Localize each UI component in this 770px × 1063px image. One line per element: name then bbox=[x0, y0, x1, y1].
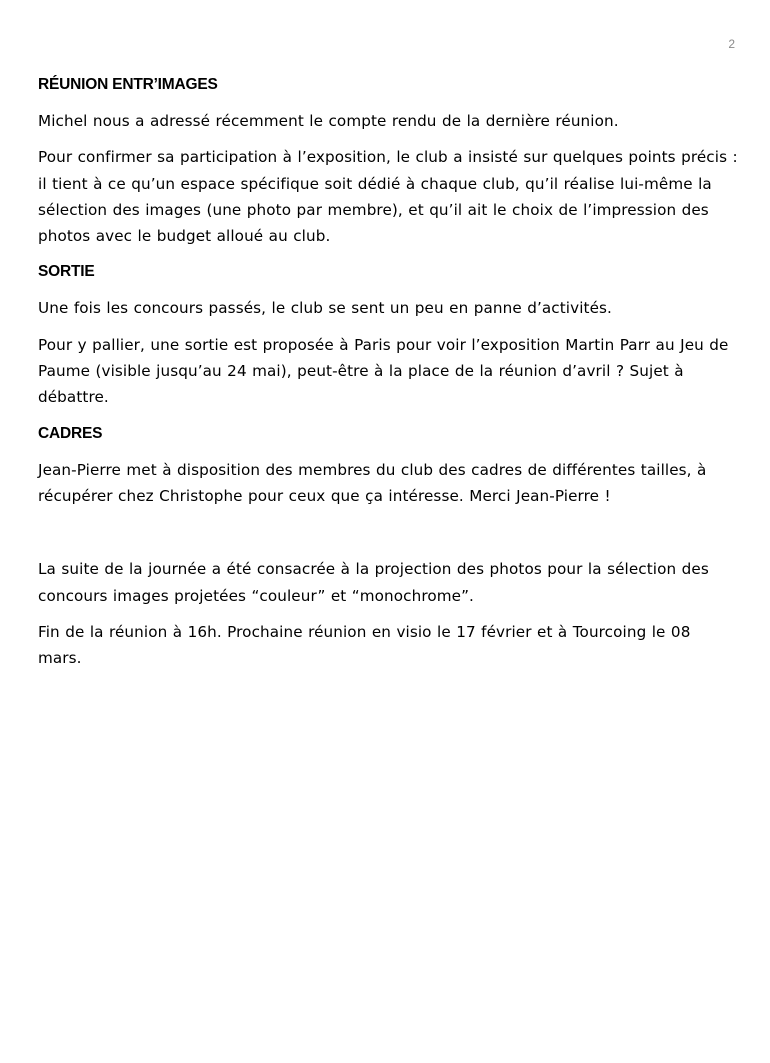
paragraph: Jean-Pierre met à disposition des membres du club des cadres de différentes tailles, à récupérer chez Christophe pour ceux que ça intéresse. Merci Jean-Pierre ! bbox=[38, 460, 707, 505]
spacer bbox=[38, 509, 738, 546]
paragraph: Une fois les concours passés, le club se sent un peu en panne d’activités. bbox=[38, 299, 612, 318]
section-sortie bbox=[38, 257, 738, 410]
paragraph: Michel nous a adressé récemment le compte rendu de la dernière réunion. bbox=[38, 112, 619, 130]
paragraph: Pour confirmer sa participation à l’exposition, le club a insisté sur quelques points précis : il tient à ce qu’un espace spécifique soit dédié à chaque club, qu’il réalise lui-même la sélection des images (une photo par membre), et qu’il ait le choix de l’impression des photos avec le budget alloué au club. bbox=[38, 148, 738, 246]
closing-section bbox=[38, 556, 738, 671]
paragraph: Fin de la réunion à 16h. Prochaine réunion en visio le 17 février et à Tourcoing le 08 mars. bbox=[38, 622, 691, 668]
document-body bbox=[38, 70, 738, 671]
section-cadres bbox=[38, 419, 738, 510]
paragraph: Pour y pallier, une sortie est proposée à Paris pour voir l’exposition Martin Parr au Jeu de Paume (visible jusqu’au 24 mai), peut-être à la place de la réunion d’avril ? Sujet à débattre. bbox=[38, 335, 729, 407]
paragraph: La suite de la journée a été consacrée à la projection des photos pour la sélection des concours images projetées “couleur” et “monochrome”. bbox=[38, 560, 709, 605]
section-heading: CADRES bbox=[38, 424, 103, 442]
section-heading: SORTIE bbox=[38, 263, 95, 281]
section-reunion-entrimages bbox=[38, 70, 738, 249]
section-heading: RÉUNION ENTR’IMAGES bbox=[38, 76, 218, 93]
page-number: 2 bbox=[728, 37, 735, 51]
